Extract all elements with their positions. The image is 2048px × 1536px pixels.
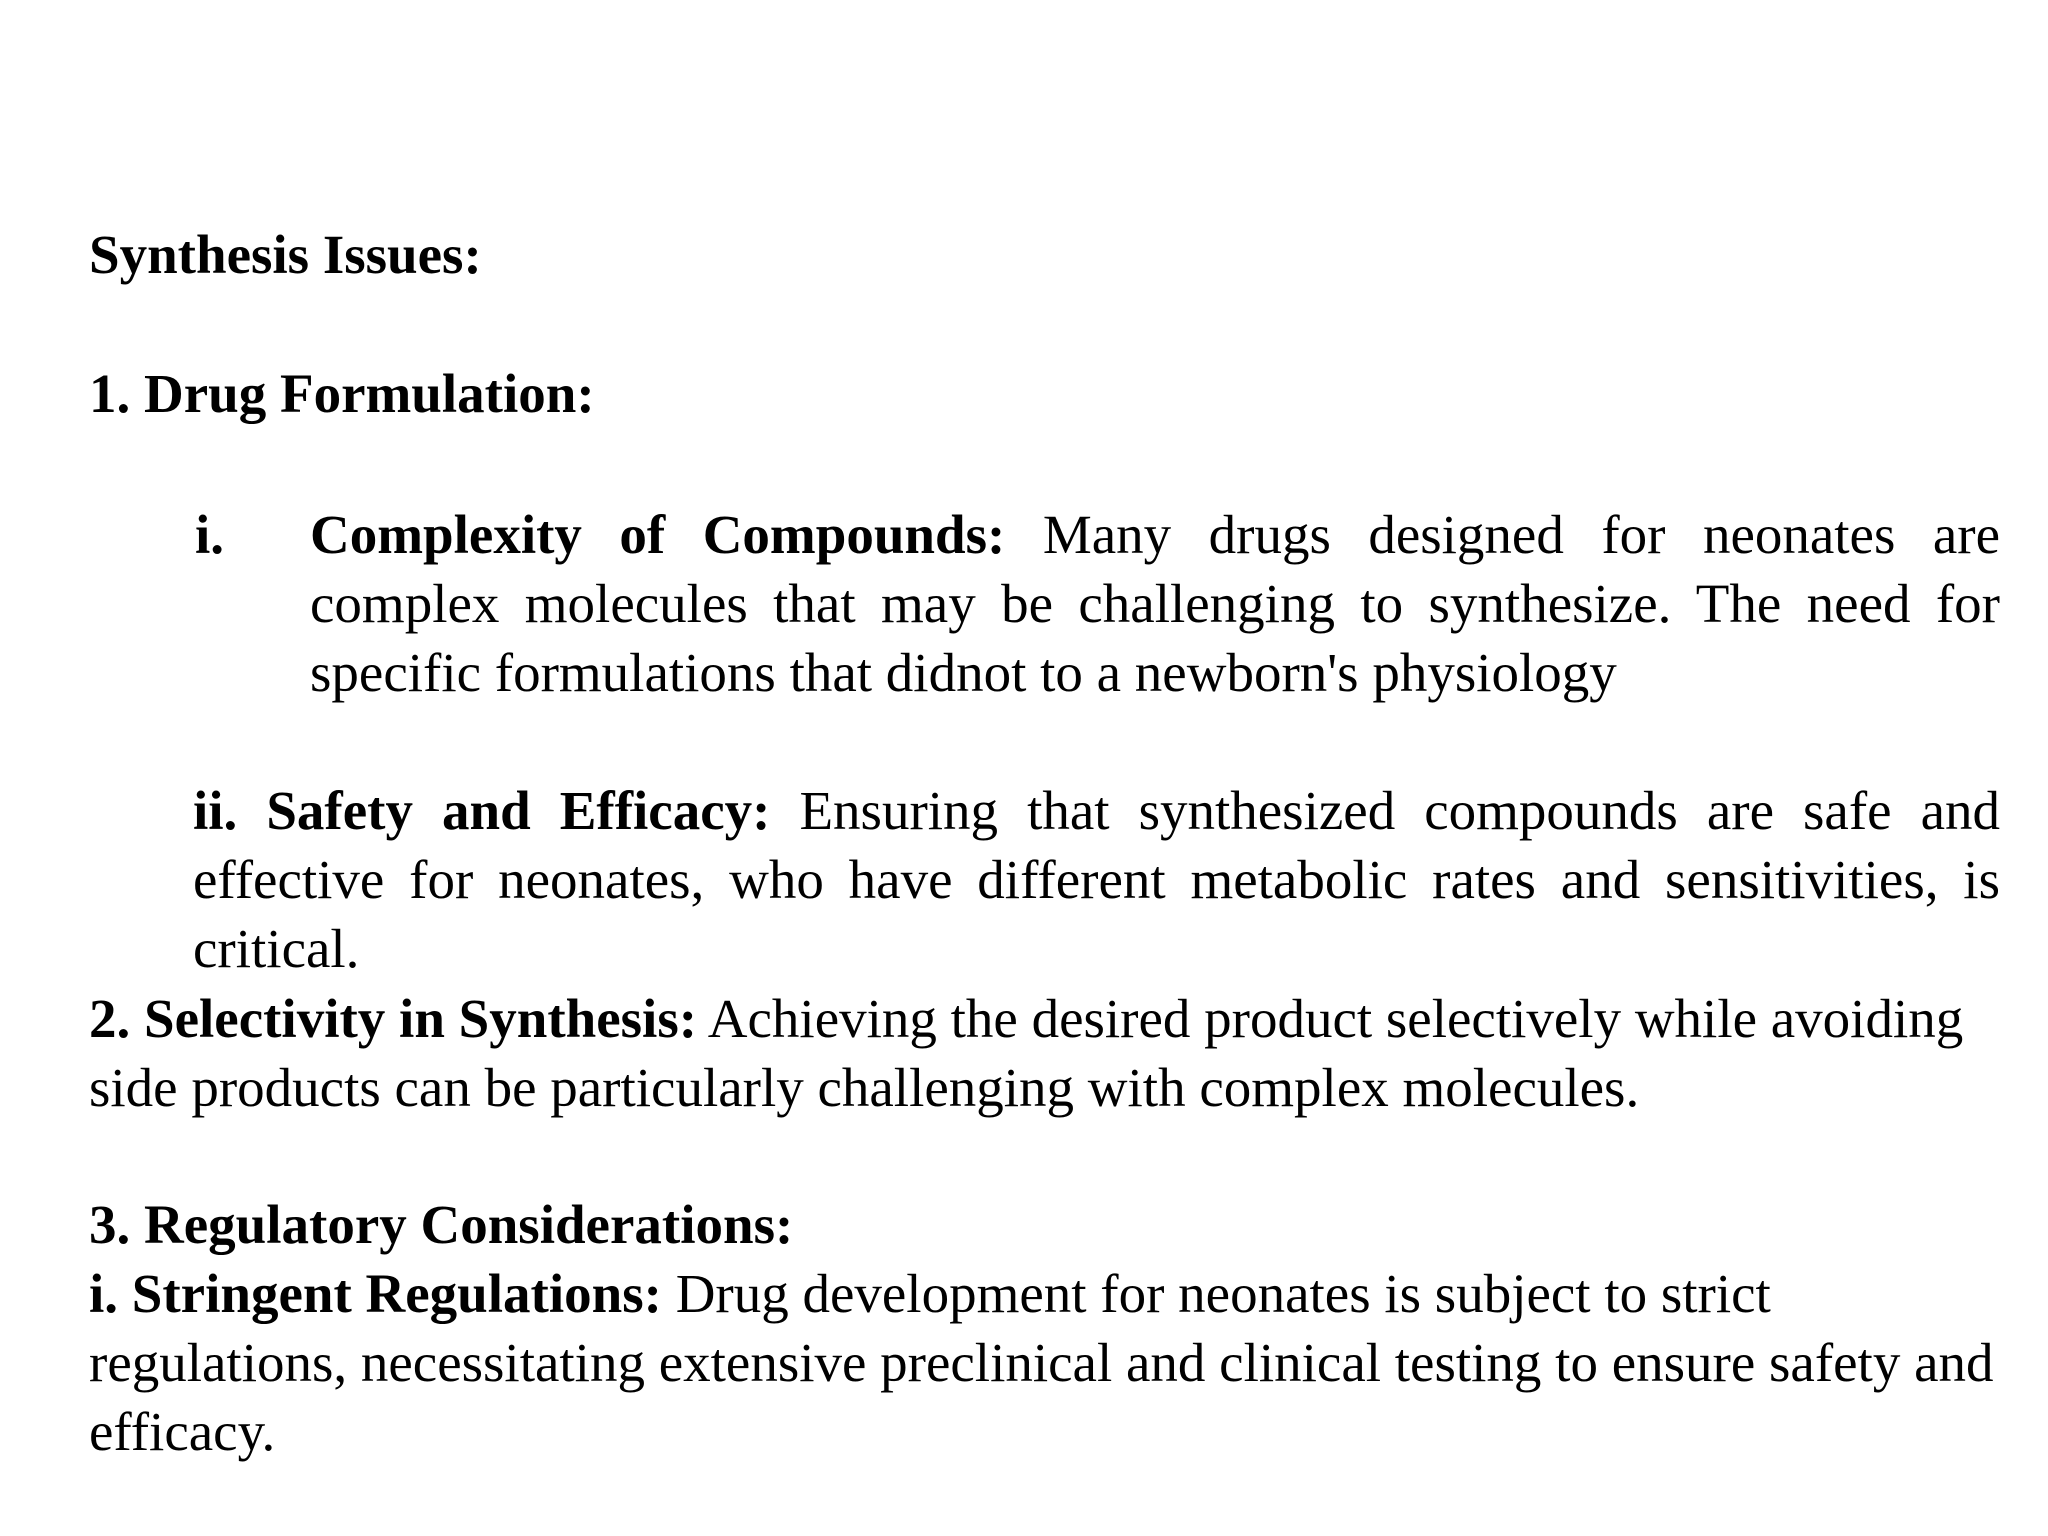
item-stringent-text: Drug development for neonates is subject to strict regulations, necessitating extensive preclinical and clinical testing to ensure safety and efficacy. (89, 1263, 1994, 1462)
document-heading: Synthesis Issues: (89, 224, 482, 285)
item-stringent-label: i. Stringent Regulations: (89, 1263, 662, 1324)
item-stringent-regulations (89, 1259, 2001, 1466)
item-i-number: i. (195, 504, 225, 565)
item-complexity-text: Many drugs designed for neonates are complex molecules that may be challenging to synthesize. The need for specific formulations that didnot to a newborn's physiology (310, 504, 2001, 703)
section-3-title: 3. Regulatory Considerations: (89, 1194, 794, 1255)
item-safety-label: ii. Safety and Efficacy: (193, 780, 771, 841)
item-complexity-label: Complexity of Compounds: (310, 504, 1006, 565)
section-2-text: Achieving the desired product selectively while avoiding side products can be particularly challenging with complex molecules. (89, 988, 1964, 1118)
section-2-label: 2. Selectivity in Synthesis: (89, 988, 698, 1049)
section-2-selectivity (89, 984, 1969, 1122)
item-safety-text: Ensuring that synthesized compounds are safe and effective for neonates, who have different metabolic rates and sensitivities, is critical. (193, 780, 2000, 979)
item-complexity-of-compounds (310, 500, 2000, 707)
section-1-title: 1. Drug Formulation: (89, 363, 595, 424)
item-safety-and-efficacy (193, 776, 2000, 983)
